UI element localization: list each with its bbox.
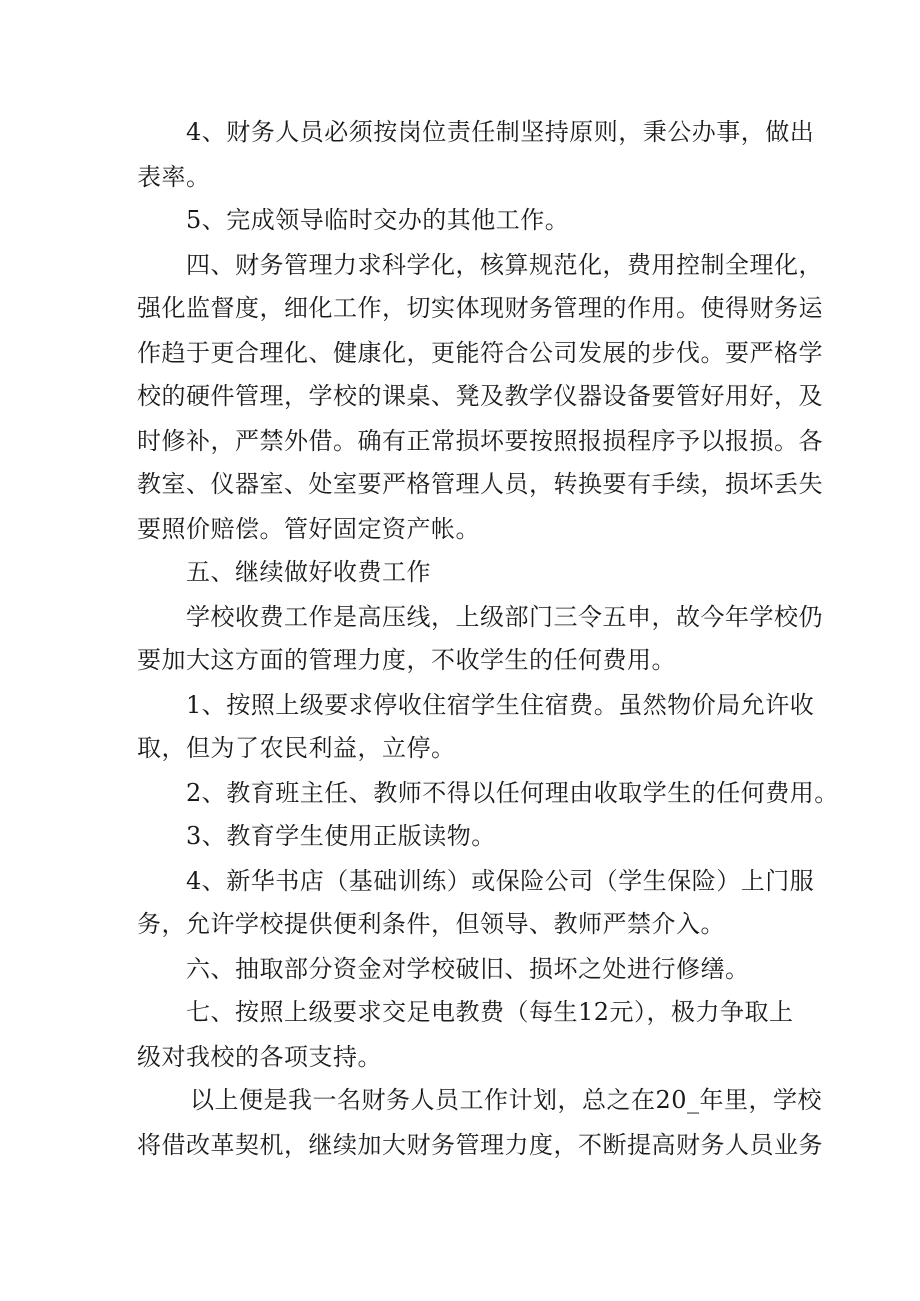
text-line: 务，允许学校提供便利条件，但领导、教师严禁介入。: [137, 910, 725, 938]
text-line: 4、财务人员必须按岗位责任制坚持原则，秉公办事，做出: [186, 118, 815, 146]
text-line: 要加大这方面的管理力度，不收学生的任何费用。: [137, 646, 676, 674]
text-line: 要照价赔偿。管好固定资产帐。: [137, 515, 480, 543]
text-line: 四、财务管理力求科学化，核算规范化，费用控制全理化，: [186, 251, 823, 279]
text-line: 时修补，严禁外借。确有正常损坏要按照报损程序予以报损。各: [137, 427, 823, 455]
section-heading: 六、抽取部分资金对学校破旧、损坏之处进行修缮。: [186, 955, 750, 983]
text-line: 强化监督度，细化工作，切实体现财务管理的作用。使得财务运: [137, 294, 823, 322]
text-line: 校的硬件管理，学校的课桌、凳及教学仪器设备要管好用好，及: [137, 382, 823, 410]
section-heading: 七、按照上级要求交足电教费（每生12元），极力争取上: [186, 998, 794, 1026]
text-line: 2、教育班主任、教师不得以任何理由收取学生的任何费用。: [186, 779, 839, 807]
text-line: 1、按照上级要求停收住宿学生住宿费。虽然物价局允许收: [186, 691, 815, 719]
text-line: 作趋于更合理化、健康化，更能符合公司发展的步伐。要严格学: [137, 339, 823, 367]
text-line: 表率。: [137, 163, 211, 191]
text-line: 3、教育学生使用正版读物。: [186, 822, 496, 850]
text-line: 以上便是我一名财务人员工作计划，总之在20_年里，学校: [190, 1086, 823, 1114]
text-line: 学校收费工作是高压线，上级部门三令五申，故今年学校仍: [186, 603, 823, 631]
text-line: 级对我校的各项支持。: [137, 1043, 382, 1071]
text-line: 将借改革契机，继续加大财务管理力度，不断提高财务人员业务: [137, 1131, 823, 1159]
text-line: 教室、仪器室、处室要严格管理人员，转换要有手续，损坏丢失: [137, 470, 823, 498]
text-line: 5、完成领导临时交办的其他工作。: [186, 206, 570, 234]
text-line: 4、新华书店（基础训练）或保险公司（学生保险）上门服: [186, 867, 815, 895]
section-heading: 五、继续做好收费工作: [186, 558, 431, 586]
text-line: 取，但为了农民利益，立停。: [137, 734, 456, 762]
